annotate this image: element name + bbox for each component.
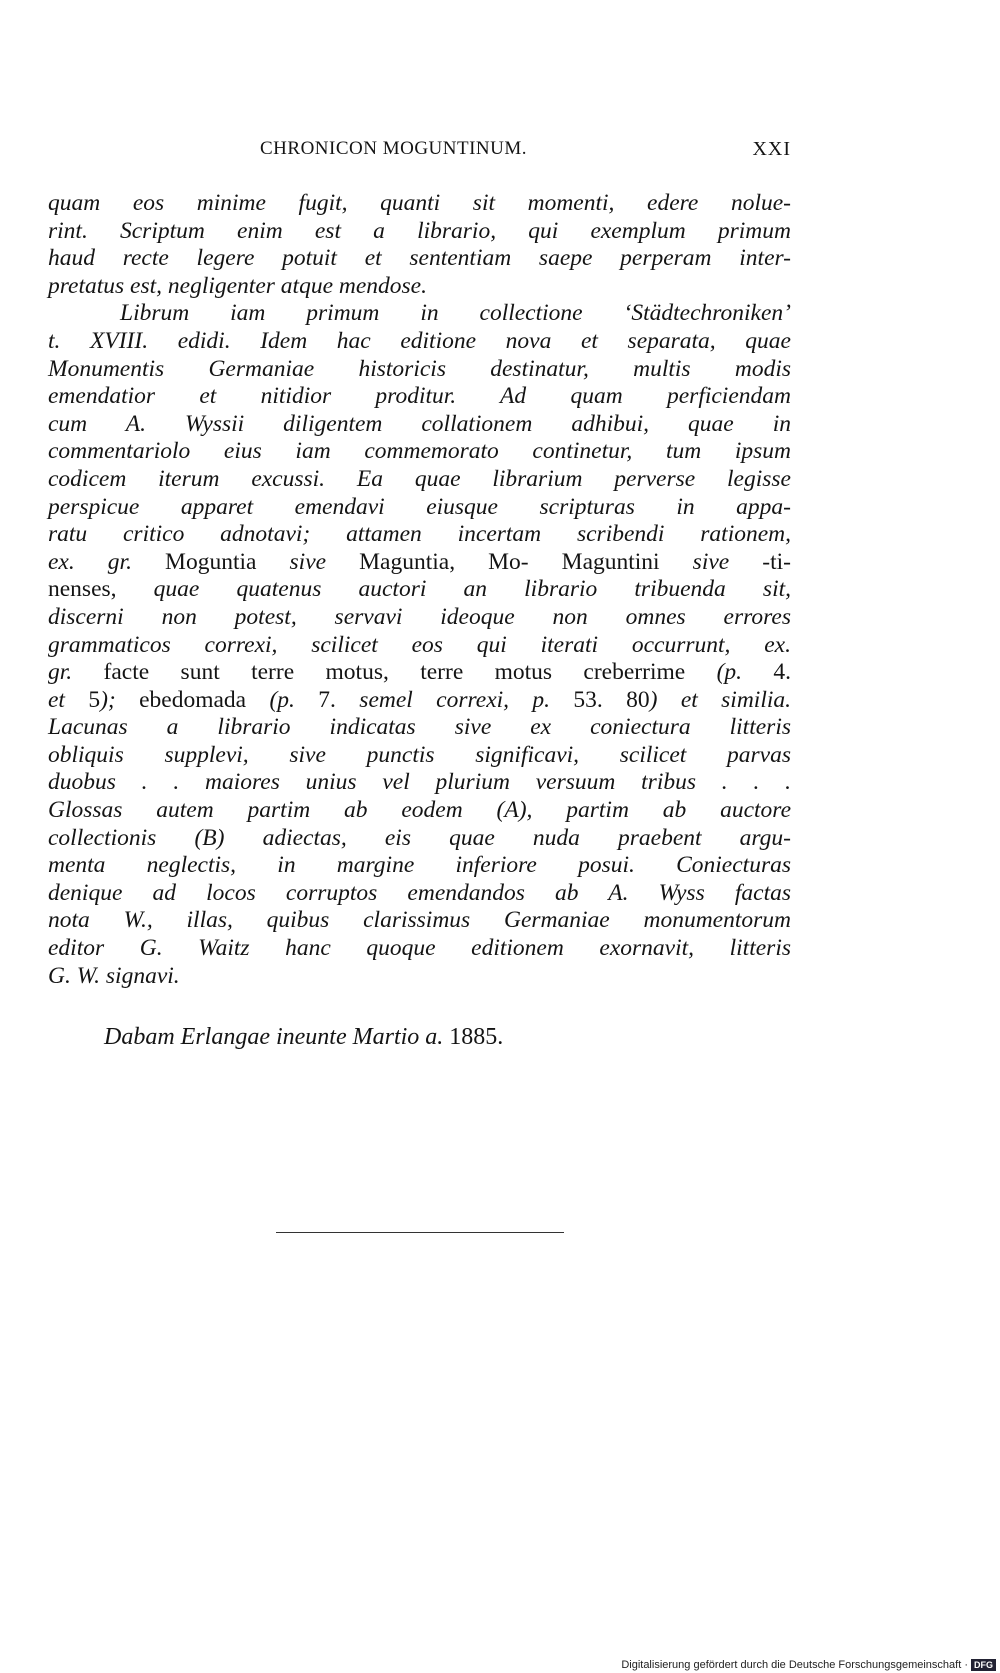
page-number: XXI [752, 138, 791, 160]
text-line [48, 273, 791, 301]
text-segment: nenses, [48, 576, 154, 603]
text-line [48, 687, 791, 715]
text-segment: quae quatenus auctori an librario tribuenda sit, [153, 576, 791, 603]
section-divider [276, 1232, 564, 1233]
text-segment: 53. 80 [573, 686, 650, 713]
text-segment: rint. Scriptum enim est a librario, qui exemplum primum [48, 217, 791, 244]
text-line [48, 438, 791, 466]
text-line [48, 245, 791, 273]
text-segment: G. W. signavi. [48, 962, 180, 989]
text-line [48, 466, 791, 494]
text-line [48, 714, 791, 742]
text-segment: collectionis (B) adiectas, eis quae nuda praebent argu- [48, 824, 791, 851]
text-line [48, 935, 791, 963]
running-title: CHRONICON MOGUNTINUM. [260, 138, 527, 159]
text-segment: (p. [269, 686, 319, 713]
text-segment: ratu critico adnotavi; attamen incertam scribendi rationem, [48, 521, 791, 548]
text-segment: sive [692, 548, 763, 575]
text-line [48, 825, 791, 853]
text-line [48, 300, 791, 328]
text-line [48, 494, 791, 522]
page-header [48, 138, 791, 168]
text-segment: discerni non potest, servavi ideoque non omnes errores [48, 603, 791, 630]
text-line [48, 604, 791, 632]
text-line [48, 632, 791, 660]
text-segment: Maguntia, Mo- Maguntini [359, 548, 693, 575]
text-line [48, 521, 791, 549]
text-segment: t. XVIII. edidi. Idem hac editione nova et separata, quae [48, 327, 791, 354]
text-segment: ); [100, 686, 140, 713]
dfg-logo: DFG [971, 1659, 996, 1671]
text-line [48, 328, 791, 356]
text-segment: Glossas autem partim ab eodem (A), partim ab auctore [48, 797, 791, 824]
text-segment: ) et similia. [649, 686, 792, 713]
text-segment: gr. [48, 659, 104, 686]
text-line [48, 411, 791, 439]
text-segment: duobus . . maiores unius vel plurium versuum tribus . . . [48, 769, 791, 796]
text-segment: menta neglectis, in margine inferiore posui. Coniecturas [48, 852, 791, 879]
text-segment: -ti- [762, 548, 791, 575]
text-line [48, 383, 791, 411]
body-text [48, 190, 791, 990]
text-segment: facte sunt terre motus, terre motus creberrime [103, 659, 717, 686]
dating-line [104, 1024, 503, 1051]
dating-year: 1885. [449, 1024, 504, 1050]
text-segment: Monumentis Germaniae historicis destinatur, multis modis [48, 355, 791, 382]
text-line [48, 356, 791, 384]
text-segment: grammaticos correxi, scilicet eos qui iterati occurrunt, ex. [48, 631, 791, 658]
text-segment: commentariolo eius iam commemorato continetur, tum ipsum [48, 438, 791, 465]
text-line [48, 742, 791, 770]
text-segment: 4. [773, 659, 792, 686]
text-segment: cum A. Wyssii diligentem collationem adhibui, quae in [48, 410, 791, 437]
text-segment: ex. gr. [48, 548, 166, 575]
text-segment: Moguntia [165, 548, 290, 575]
digitization-credit [621, 1659, 996, 1671]
text-segment: obliquis supplevi, sive punctis significavi, scilicet parvas [48, 741, 791, 768]
text-line [48, 880, 791, 908]
text-segment: ebedomada [139, 686, 270, 713]
text-segment: Librum iam primum in collectione ‘Städtechroniken’ [120, 300, 791, 327]
text-segment: Lacunas a librario indicatas sive ex coniectura litteris [48, 714, 791, 741]
text-segment: quam eos minime fugit, quanti sit momenti, edere nolue- [48, 190, 791, 216]
text-segment: (p. [716, 659, 774, 686]
text-segment: editor G. Waitz hanc quoque editionem exornavit, litteris [48, 935, 791, 962]
text-segment: perspicue apparet emendavi eiusque scripturas in appa- [48, 493, 791, 520]
text-line [48, 190, 791, 218]
text-segment: 5 [88, 686, 101, 713]
text-segment: semel correxi, p. [359, 686, 574, 713]
text-line [48, 218, 791, 246]
text-line [48, 797, 791, 825]
text-segment: denique ad locos corruptos emendandos ab A. Wyss factas [48, 879, 791, 906]
text-segment: nota W., illas, quibus clarissimus Germaniae monumentorum [48, 907, 791, 934]
text-segment: codicem iterum excussi. Ea quae librarium perverse legisse [48, 465, 791, 492]
text-line [48, 769, 791, 797]
text-segment: 7. [318, 686, 360, 713]
text-line [48, 852, 791, 880]
credit-text: Digitalisierung gefördert durch die Deutsche Forschungsgemeinschaft · [621, 1658, 968, 1671]
text-segment: et [48, 686, 89, 713]
text-line [48, 907, 791, 935]
text-line [48, 549, 791, 577]
dating-text: Dabam Erlangae ineunte Martio a. [104, 1024, 444, 1050]
text-segment: emendatior et nitidior proditur. Ad quam perficiendam [48, 383, 791, 410]
text-segment: sive [289, 548, 360, 575]
text-segment: pretatus est, negligenter atque mendose. [48, 272, 427, 299]
text-line [48, 963, 791, 991]
text-segment: haud recte legere potuit et sententiam saepe perperam inter- [48, 245, 791, 272]
text-line [48, 659, 791, 687]
text-line [48, 576, 791, 604]
